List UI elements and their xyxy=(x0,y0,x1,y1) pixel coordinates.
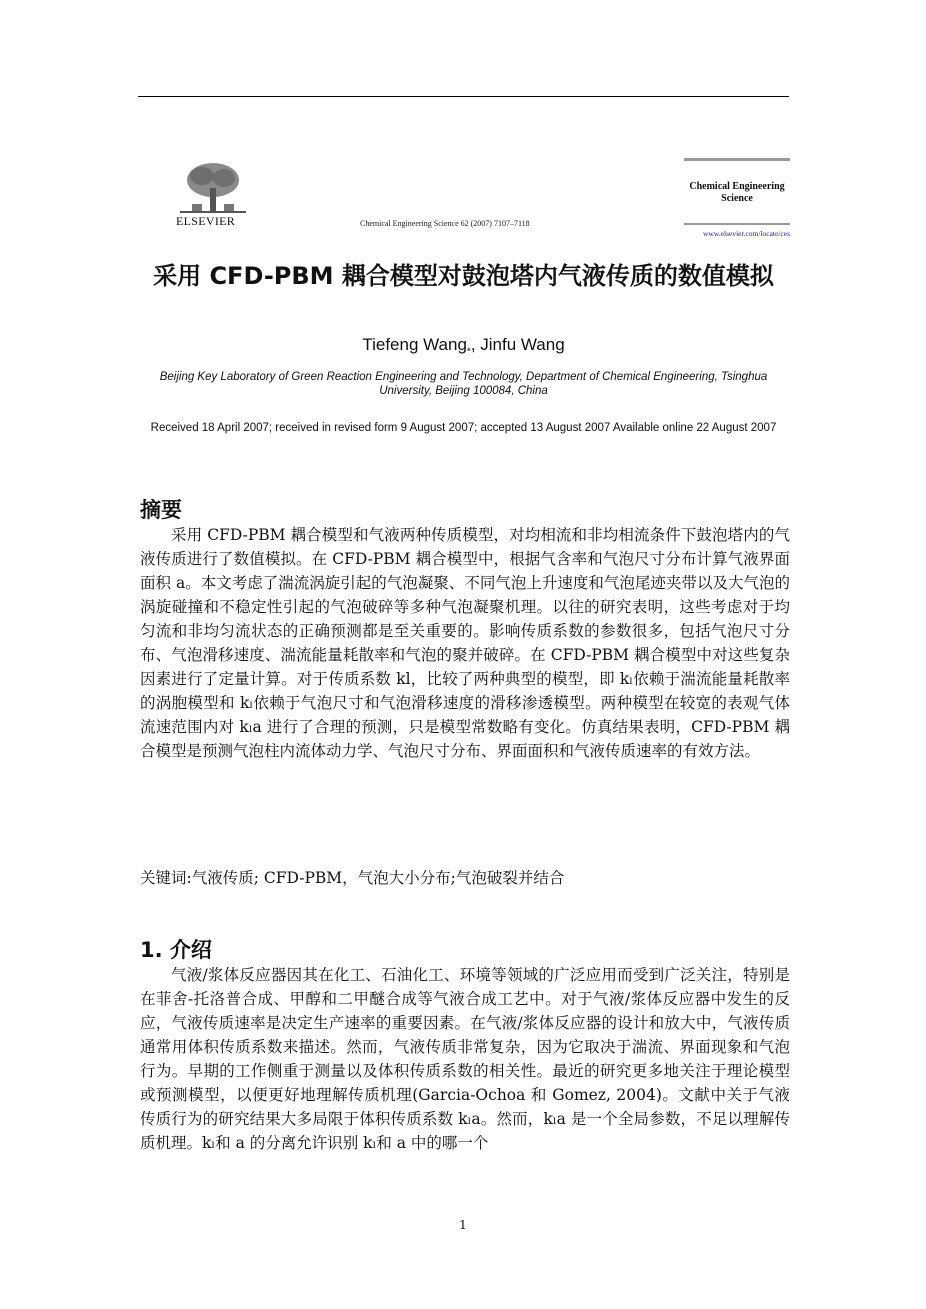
corresponding-mark: * xyxy=(466,346,471,358)
journal-name: Chemical Engineering Science xyxy=(689,181,785,204)
journal-masthead xyxy=(684,158,790,238)
affiliation: Beijing Key Laboratory of Green Reaction Engineering and Technology, Department of Chemical Engineering, Tsinghua University, Beijing 100084, China xyxy=(159,371,768,397)
intro-body: 气液/浆体反应器因其在化工、石油化工、环境等领域的广泛应用而受到广泛关注，特别是在菲舍-托洛普合成、甲醇和二甲醚合成等气液合成工艺中。对于气液/浆体反应器中发生的反应，气液传质速率是决定生产速率的重要因素。在气液/浆体反应器的设计和放大中，气液传质通常用体积传质系数来描述。然而，气液传质非常复杂，因为它取决于湍流、界面现象和气泡行为。早期的工作侧重于测量以及体积传质系数的相关性。最近的研究更多地关注于理论模型或预测模型，以便更好地理解传质机理(Garcia-Ochoa 和 Gomez, 2004)。文献中关于气液传质行为的研究结果大多局限于体积传质系数 kₗa。然而，kₗa 是一个全局参数，不足以理解传质机理。kₗ和 a 的分离允许识别 kₗ和 a 中的哪一个 xyxy=(140,966,790,1152)
abstract-heading: 摘要 xyxy=(140,498,182,522)
header-rule xyxy=(138,96,789,97)
page-number: 1 xyxy=(459,1218,467,1232)
keywords: 关键词:气液传质; CFD-PBM，气泡大小分布;气泡破裂并结合 xyxy=(140,869,565,887)
masthead-bar xyxy=(684,158,790,161)
journal-url[interactable]: www.elsevier.com/locate/ces xyxy=(703,229,790,238)
intro-heading: 1. 介绍 xyxy=(140,938,212,962)
received-dates: Received 18 April 2007; received in revised form 9 August 2007; accepted 13 August 2007 Available online 22 August 2007 xyxy=(150,422,777,434)
masthead-bar xyxy=(684,223,790,225)
author-names: Tiefeng Wang xyxy=(362,335,467,354)
authors xyxy=(138,335,789,357)
journal-citation: Chemical Engineering Science 62 (2007) 7107–7118 xyxy=(360,219,530,228)
publisher-name: ELSEVIER xyxy=(176,214,236,228)
author-names-rest: , Jinfu Wang xyxy=(470,335,565,354)
paper-title: 采用 CFD-PBM 耦合模型对鼓泡塔内气液传质的数值模拟 xyxy=(153,262,774,290)
abstract-body: 采用 CFD-PBM 耦合模型和气液两种传质模型，对均相流和非均相流条件下鼓泡塔内的气液传质进行了数值模拟。在 CFD-PBM 耦合模型中，根据气含率和气泡尺寸分布计算气液界面面积 a。本文考虑了湍流涡旋引起的气泡凝聚、不同气泡上升速度和气泡尾迹夹带以及大气泡的涡旋碰撞和不稳定性引起的气泡破碎等多种气泡凝聚机理。以往的研究表明，这些考虑对于均匀流和非均匀流状态的正确预测都是至关重要的。影响传质系数的参数很多，包括气泡尺寸分布、气泡滑移速度、湍流能量耗散率和气泡的聚并破碎。在 CFD-PBM 耦合模型中对这些复杂因素进行了定量计算。对于传质系数 kl，比较了两种典型的模型，即 kₗ依赖于湍流能量耗散率的涡胞模型和 kₗ依赖于气泡尺寸和气泡滑移速度的滑移渗透模型。两种模型在较宽的表观气体流速范围内对 kₗa 进行了合理的预测，只是模型常数略有变化。仿真结果表明，CFD-PBM 耦合模型是预测气泡柱内流体动力学、气泡尺寸分布、界面面积和气液传质速率的有效方法。 xyxy=(140,526,790,760)
